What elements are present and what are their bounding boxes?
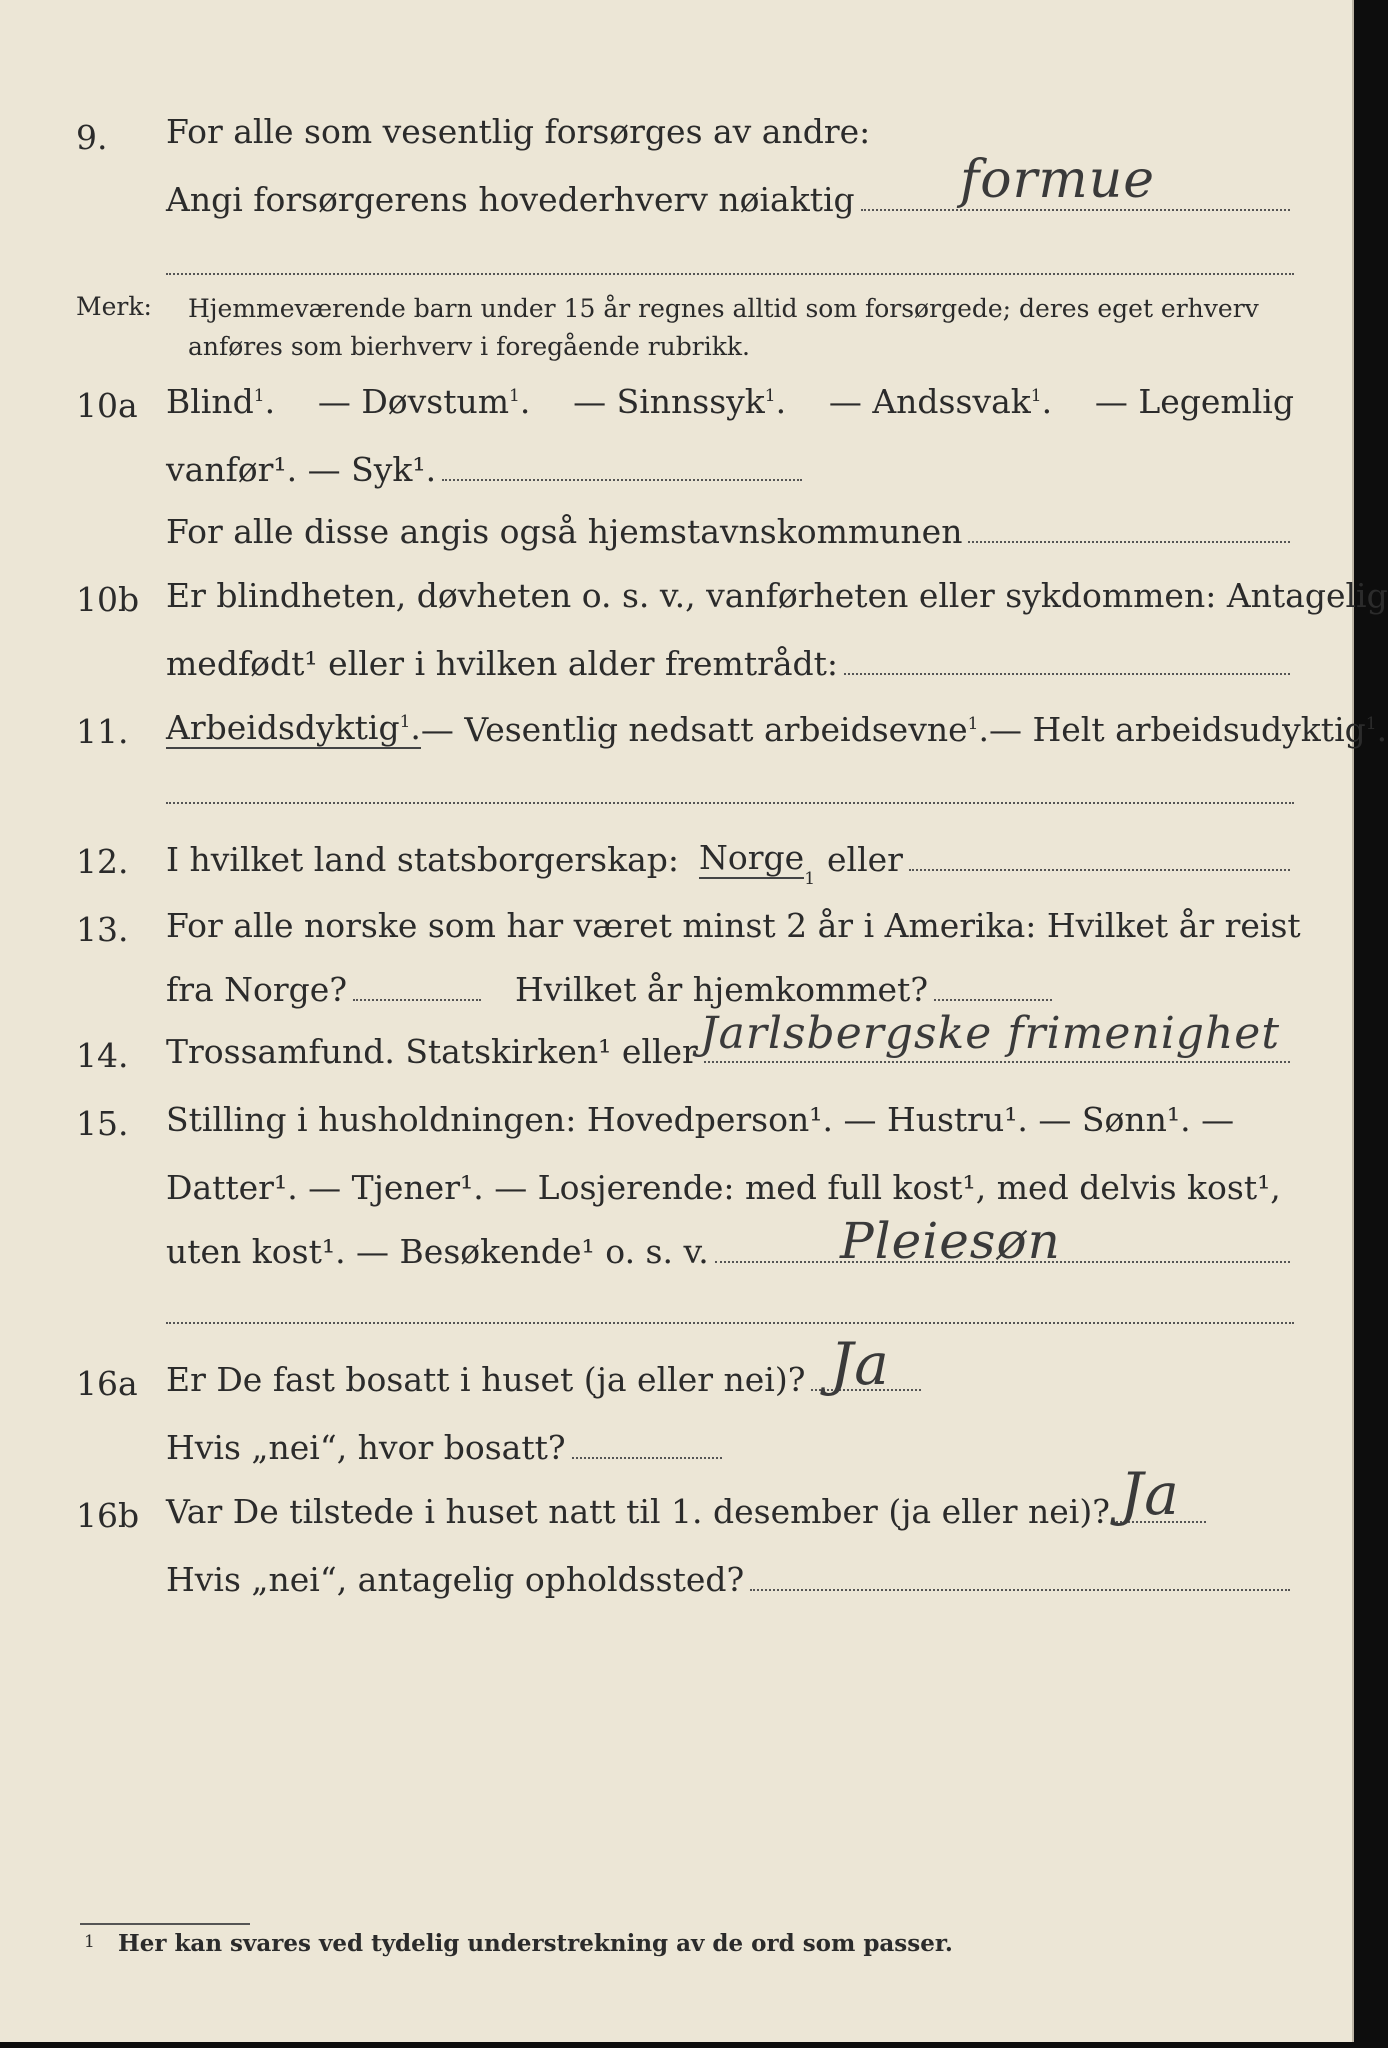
q10a-number: 10a xyxy=(76,386,138,425)
q12-underlined-answer: Norge xyxy=(699,838,805,877)
q10b-line1: Er blindheten, døvheten o. s. v., vanførheten eller sykdommen: Antagelig xyxy=(166,576,1388,615)
q9-line2: Angi forsørgerens hovederhverv nøiaktig xyxy=(166,180,1294,219)
q15-line1: Stilling i husholdningen: Hovedperson¹. — Hustru¹. — Sønn¹. — xyxy=(166,1100,1235,1139)
q12-number: 12. xyxy=(76,842,129,881)
q14-number: 14. xyxy=(76,1036,129,1075)
q12-line: I hvilket land statsborgerskap: Norge 1 eller xyxy=(166,838,1294,879)
q9-blank-line xyxy=(166,273,1294,275)
q16a-number: 16a xyxy=(76,1364,138,1403)
q16a-line1: Er De fast bosatt i huset (ja eller nei)? xyxy=(166,1360,1294,1399)
q14-line: Trossamfund. Statskirken¹ eller xyxy=(166,1032,1294,1071)
q10a-line3: For alle disse angis også hjemstavnskommunen xyxy=(166,512,1294,551)
merk-text: Hjemmeværende barn under 15 år regnes alltid som forsørgede; deres eget erhverv anføres som bierhverv i foregående rubrikk. xyxy=(188,294,1259,361)
q14-handwritten-answer: Jarlsbergske frimenighet xyxy=(700,1008,1281,1059)
q16a-line2: Hvis „nei“, hvor bosatt? xyxy=(166,1428,1294,1467)
q15-number: 15. xyxy=(76,1104,129,1143)
q15-blank-line xyxy=(166,1322,1294,1324)
q16b-handwritten-answer: Ja xyxy=(1120,1460,1180,1528)
q13-line2: fra Norge? Hvilket år hjemkommet? xyxy=(166,970,1294,1009)
q13-number: 13. xyxy=(76,910,129,949)
q16b-line1: Var De tilstede i huset natt til 1. desember (ja eller nei)? xyxy=(166,1492,1294,1531)
footnote-text: Her kan svares ved tydelig understrekning av de ord som passer. xyxy=(118,1930,953,1957)
merk-label: Merk: xyxy=(76,292,152,321)
q16a-handwritten-answer: Ja xyxy=(830,1330,890,1398)
footnote-mark: 1 xyxy=(84,1932,95,1952)
q10b-line2: medfødt¹ eller i hvilken alder fremtrådt: xyxy=(166,644,1294,683)
q9-handwritten-answer: formue xyxy=(960,150,1155,210)
q9-number: 9. xyxy=(76,118,108,157)
footnote-rule xyxy=(80,1923,250,1925)
q11-line1: Arbeidsdyktig$^1$. — Vesentlig nedsatt arbeidsevne$^1$. — Helt arbeidsudyktig$^1$. xyxy=(166,708,1388,749)
q16b-number: 16b xyxy=(76,1496,140,1535)
q11-blank-line xyxy=(166,802,1294,804)
q13-line1: For alle norske som har været minst 2 år i Amerika: Hvilket år reist xyxy=(166,906,1301,945)
q11-number: 11. xyxy=(76,712,129,751)
q16b-line2: Hvis „nei“, antagelig opholdssted? xyxy=(166,1560,1294,1599)
q9-line1: For alle som vesentlig forsørges av andre: xyxy=(166,112,871,151)
q15-line3: uten kost¹. — Besøkende¹ o. s. v. xyxy=(166,1232,1294,1271)
q15-line2: Datter¹. — Tjener¹. — Losjerende: med full kost¹, med delvis kost¹, xyxy=(166,1168,1281,1207)
q10a-line1: Blind$^1$. — Døvstum$^1$. — Sinnssyk$^1$. — Andssvak$^1$. — Legemlig xyxy=(166,382,1294,421)
q10a-line2: vanfør¹. — Syk¹. xyxy=(166,450,1294,489)
q10b-number: 10b xyxy=(76,580,140,619)
q11-underlined-answer: Arbeidsdyktig$^1$. xyxy=(166,708,421,747)
q15-handwritten-answer: Pleiesøn xyxy=(840,1212,1061,1270)
